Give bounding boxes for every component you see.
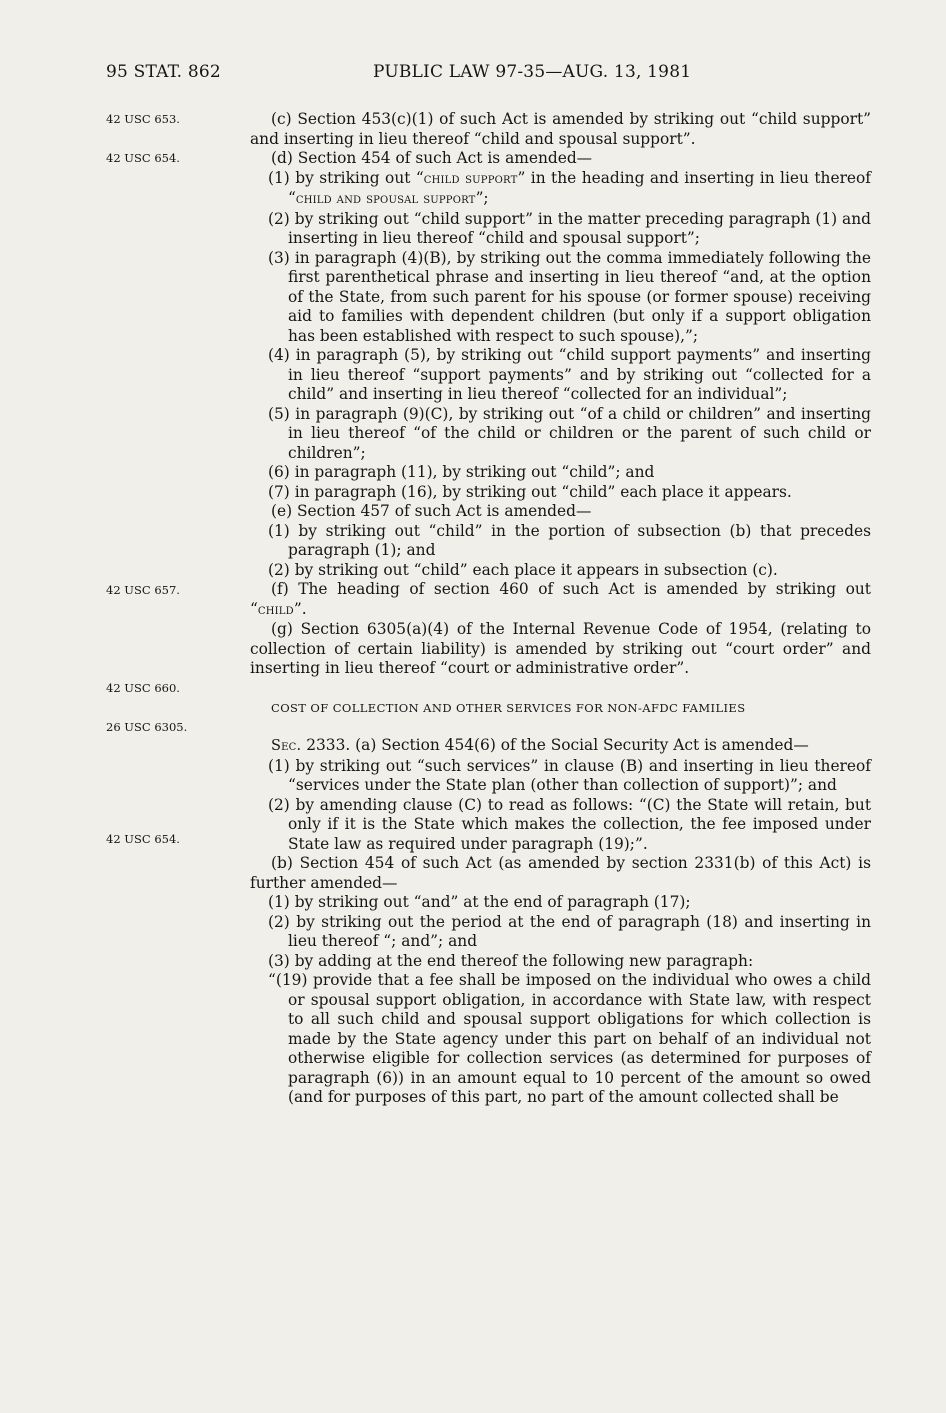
statute-body (250, 110, 871, 1108)
paragraph-b3: (3) by adding at the end thereof the following new paragraph: (268, 951, 754, 970)
subsection-b: (b) Section 454 of such Act (as amended by section 2331(b) of this Act) is further amended— (250, 854, 871, 892)
paragraph-d1-text: ”; (475, 189, 489, 207)
paragraph-d1-text: ” in the heading and inserting in lieu thereof “ (288, 168, 871, 207)
public-law-title: PUBLIC LAW 97-35—AUG. 13, 1981 (373, 62, 692, 82)
section-2333-a-text: 2333. (a) Section 454(6) of the Social Security Act is amended— (301, 736, 809, 754)
statute-page-number: 95 STAT. 862 (106, 62, 221, 82)
subsection-f-text: (f) The heading of section 460 of such Act is amended by striking out “ (250, 580, 871, 618)
margin-note: 26 USC 6305. (106, 720, 188, 734)
paragraph-d1 (250, 169, 871, 210)
section-heading: COST OF COLLECTION AND OTHER SERVICES FOR NON-AFDC FAMILIES (271, 700, 746, 715)
subsection-e: (e) Section 457 of such Act is amended— (271, 502, 592, 520)
paragraph-d4: (4) in paragraph (5), by striking out “child support payments” and inserting in lieu thereof “support payments” and by striking out “collected for a child” and inserting in lieu thereof “collected for an individual”; (268, 346, 871, 403)
margin-note: 42 USC 654. (106, 832, 180, 846)
paragraph-b2: (2) by striking out the period at the end of paragraph (18) and inserting in lieu thereof “; and”; and (268, 912, 871, 950)
subsection-d: (d) Section 454 of such Act is amended— (271, 149, 593, 167)
margin-note: 42 USC 657. (106, 583, 180, 597)
small-caps-text: child support (423, 170, 518, 187)
paragraph-d2: (2) by striking out “child support” in the matter preceding paragraph (1) and inserting in lieu thereof “child and spousal support”; (268, 209, 871, 247)
subsection-g: (g) Section 6305(a)(4) of the Internal Revenue Code of 1954, (relating to collection of certain liability) is amended by striking out “court order” and inserting in lieu thereof “court or administrative order”. (250, 620, 871, 677)
margin-note: 42 USC 660. (106, 681, 180, 695)
page-header (106, 62, 872, 88)
section-label: Sec. (271, 738, 302, 754)
section-2333-a (250, 736, 871, 757)
paragraph-a2: (2) by amending clause (C) to read as follows: “(C) the State will retain, but only if it is the State which makes the collection, the fee imposed under State law as required under paragraph (19);”. (268, 795, 871, 853)
paragraph-d1-text: (1) by striking out “ (268, 168, 424, 187)
paragraph-d7: (7) in paragraph (16), by striking out “child” each place it appears. (268, 482, 792, 501)
paragraph-d5: (5) in paragraph (9)(C), by striking out “of a child or children” and inserting in lieu thereof “of the child or children or the parent of such child or children”; (268, 404, 871, 462)
margin-note: 42 USC 654. (106, 151, 180, 165)
margin-note: 42 USC 653. (106, 112, 180, 126)
subsection-f-text: ”. (293, 599, 307, 618)
small-caps-text: child (257, 601, 294, 618)
paragraph-a1: (1) by striking out “such services” in clause (B) and inserting in lieu thereof “services under the State plan (other than collection of support)”; and (268, 756, 871, 794)
subsection-c: (c) Section 453(c)(1) of such Act is amended by striking out “child support” and inserting in lieu thereof “child and spousal support”. (250, 110, 871, 148)
paragraph-19: “(19) provide that a fee shall be imposed on the individual who owes a child or spousal support obligation, in accordance with State law, with respect to all such child and spousal support obligations for which collection is made by the State agency under this part on behalf of an individual not otherwise eligible for collection services (as determined for purposes of paragraph (6)) in an amount equal to 10 percent of the amount so owed (and for purposes of this part, no part of the amount collected shall be (268, 971, 871, 1106)
paragraph-e2: (2) by striking out “child” each place it appears in subsection (c). (268, 560, 778, 579)
paragraph-d3: (3) in paragraph (4)(B), by striking out the comma immediately following the first parenthetical phrase and inserting in lieu thereof “and, at the option of the State, from such parent for his spouse (or former spouse) receiving aid to families with dependent children (but only if a support obligation has been established with respect to such spouse),”; (268, 248, 871, 345)
paragraph-e1: (1) by striking out “child” in the portion of subsection (b) that precedes paragraph (1); and (268, 521, 871, 559)
subsection-f (250, 580, 871, 620)
paragraph-d6: (6) in paragraph (11), by striking out “child”; and (268, 463, 655, 481)
paragraph-b1: (1) by striking out “and” at the end of paragraph (17); (268, 893, 691, 911)
small-caps-text: child and spousal support (295, 191, 476, 207)
